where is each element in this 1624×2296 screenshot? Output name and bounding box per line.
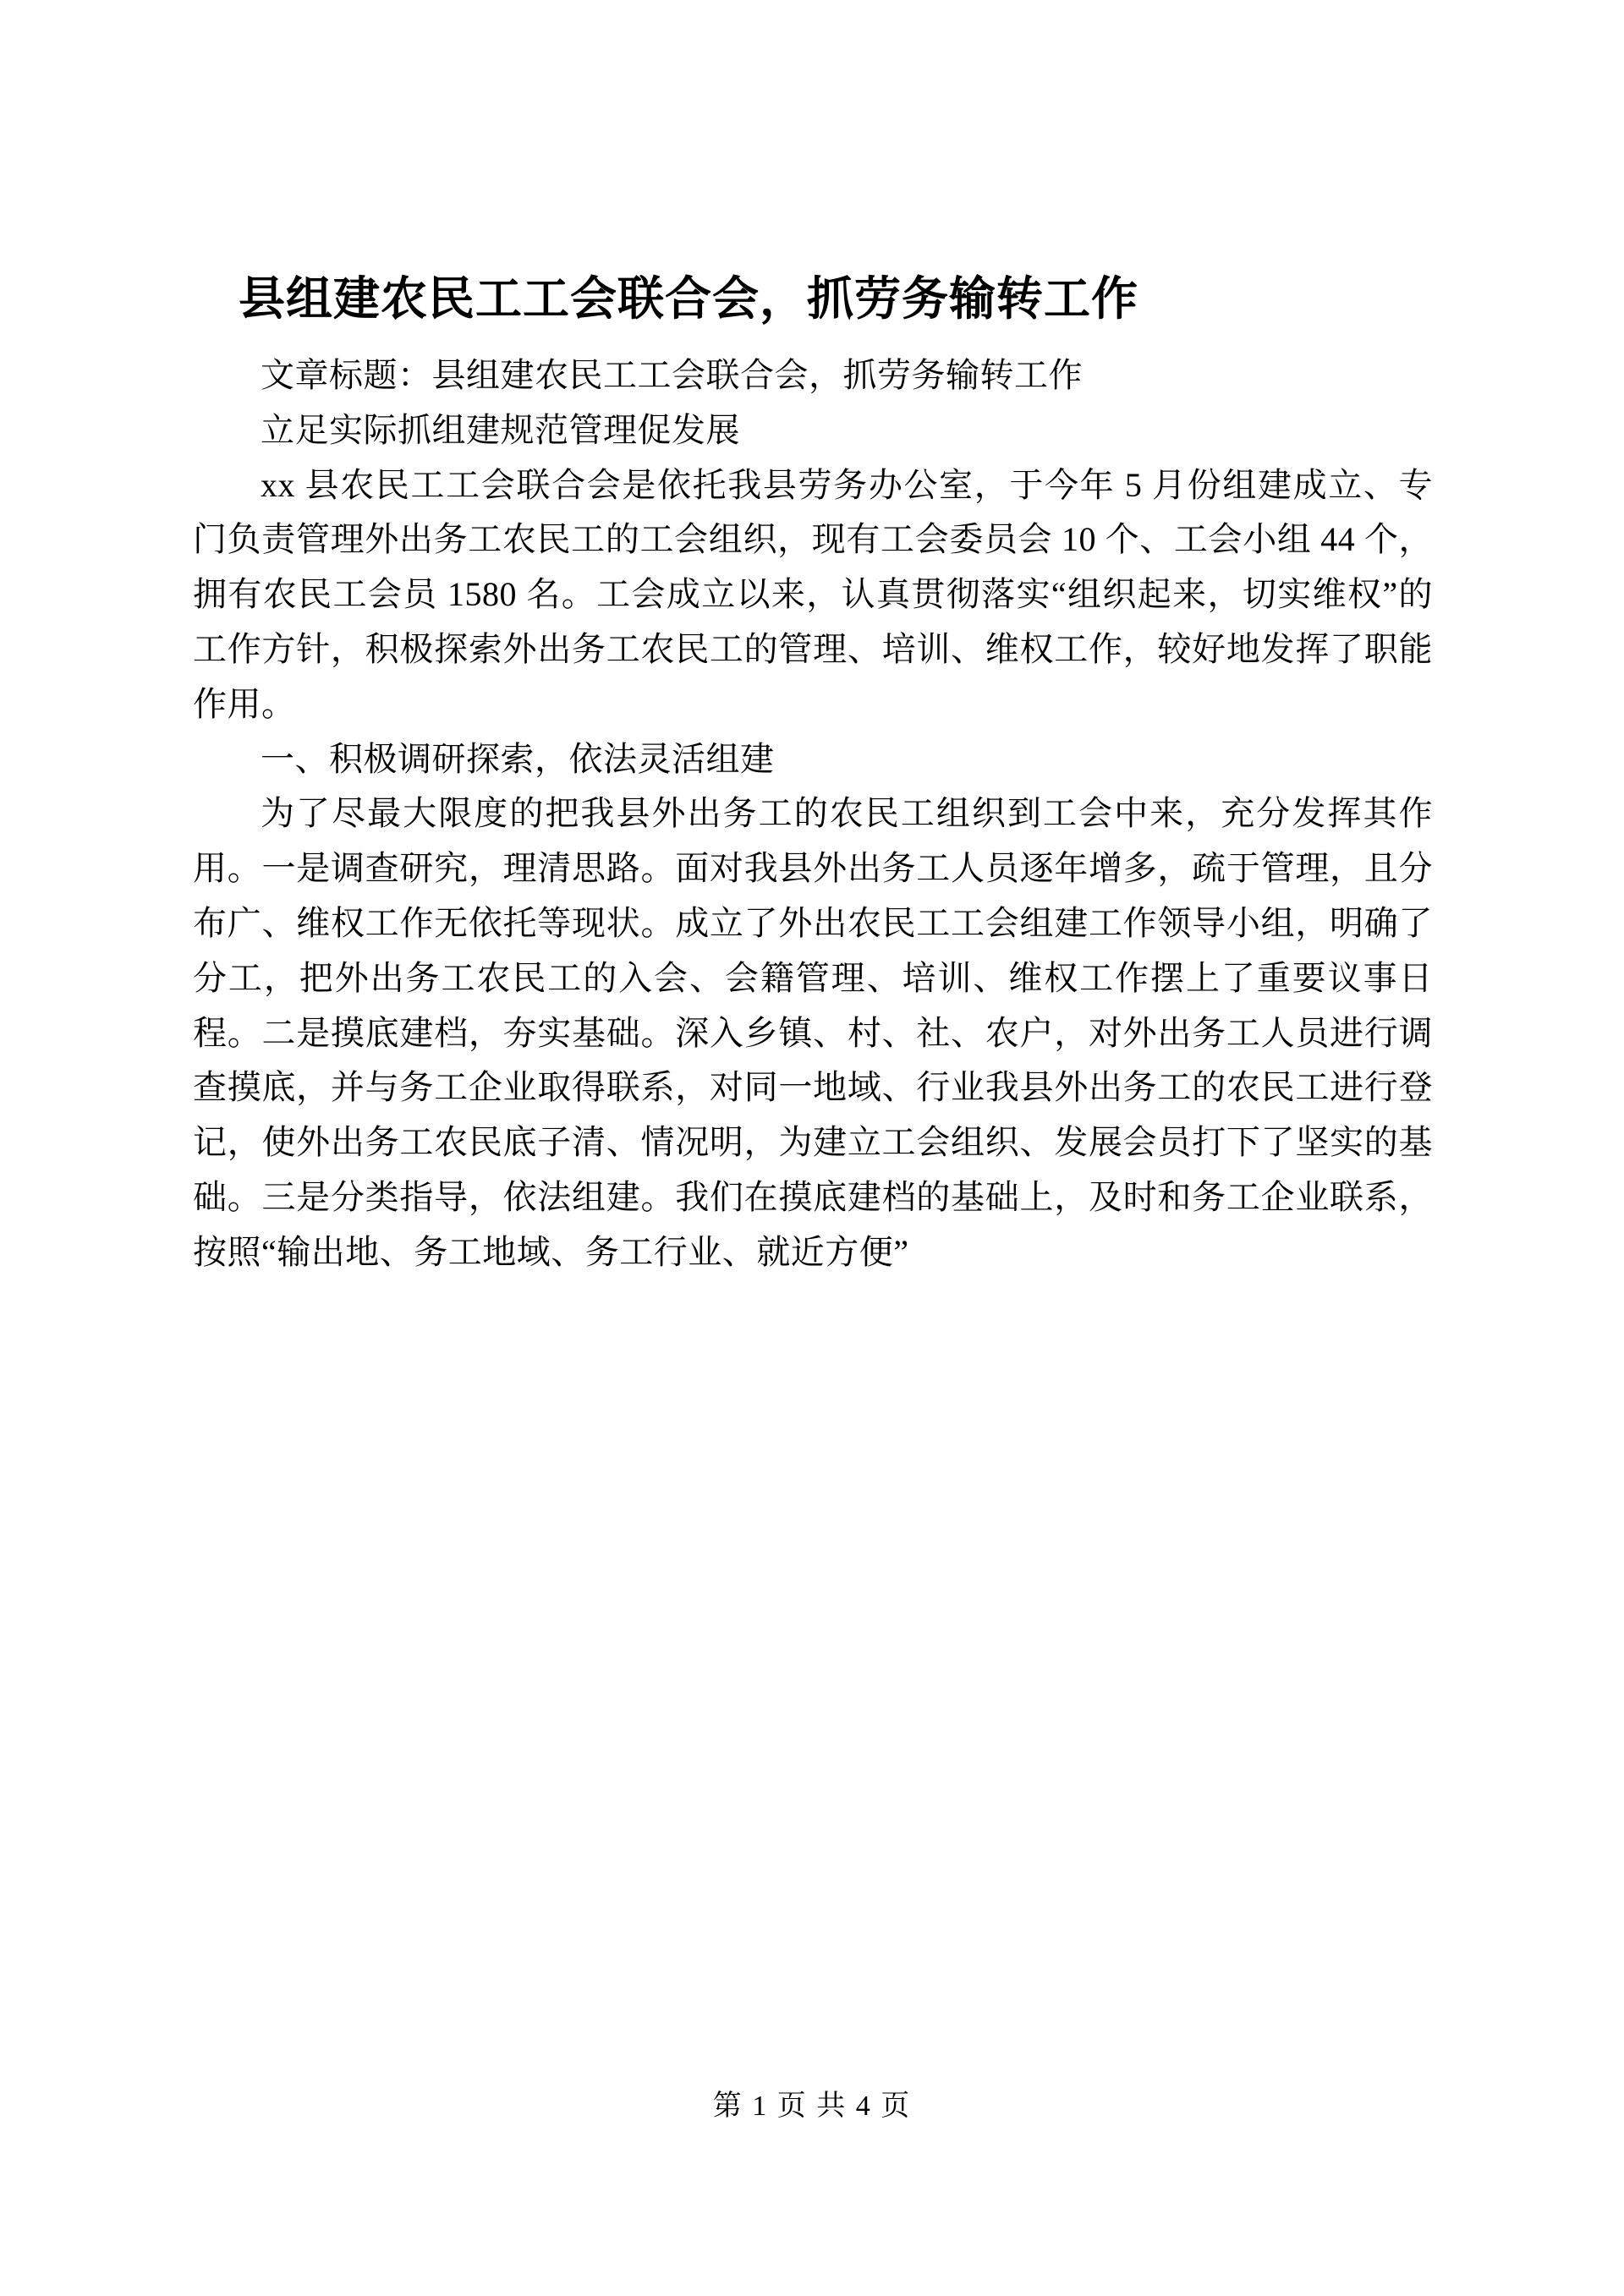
- paragraph-section-one-body: 为了尽最大限度的把我县外出务工的农民工组织到工会中来，充分发挥其作用。一是调查研究，理清思路。面对我县外出务工人员逐年增多，疏于管理，且分布广、维权工作无依托等现状。成立了外出农民工工会组建工作领导小组，明确了分工，把外出务工农民工的入会、会籍管理、培训、维权工作摆上了重要议事日程。二是摸底建档，夯实基础。深入乡镇、村、社、农户，对外出务工人员进行调查摸底，并与务工企业取得联系，对同一地域、行业我县外出务工的农民工进行登记，使外出务工农民底子清、情况明，为建立工会组织、发展会员打下了坚实的基础。三是分类指导，依法组建。我们在摸底建档的基础上，及时和务工企业联系，按照“输出地、务工地域、务工行业、就近方便”: [193, 794, 1433, 1271]
- article-title-meta-line: 文章标题：县组建农民工工会联合会，抓劳务输转工作: [261, 356, 1083, 394]
- paragraph-intro: xx 县农民工工会联合会是依托我县劳务办公室，于今年 5 月份组建成立、专门负责管理外出务工农民工的工会组织，现有工会委员会 10 个、工会小组 44 个，拥有农民工会员 1580 名。工会成立以来，认真贯彻落实“组织起来，切实维权”的工作方针，积极探索外出务工农民工的管理、培训、维权工作，较好地发挥了职能作用。: [193, 465, 1433, 723]
- page-title: 县组建农民工工会联合会，抓劳务输转工作: [239, 271, 1139, 326]
- section-heading-one: 一、积极调研探索，依法灵活组建: [261, 739, 775, 778]
- document-subtitle-line: 立足实际抓组建规范管理促发展: [261, 410, 740, 449]
- page-footer: 第 1 页 共 4 页: [712, 2091, 912, 2122]
- document-content: [193, 0, 1433, 1280]
- document-body: [193, 348, 1433, 1280]
